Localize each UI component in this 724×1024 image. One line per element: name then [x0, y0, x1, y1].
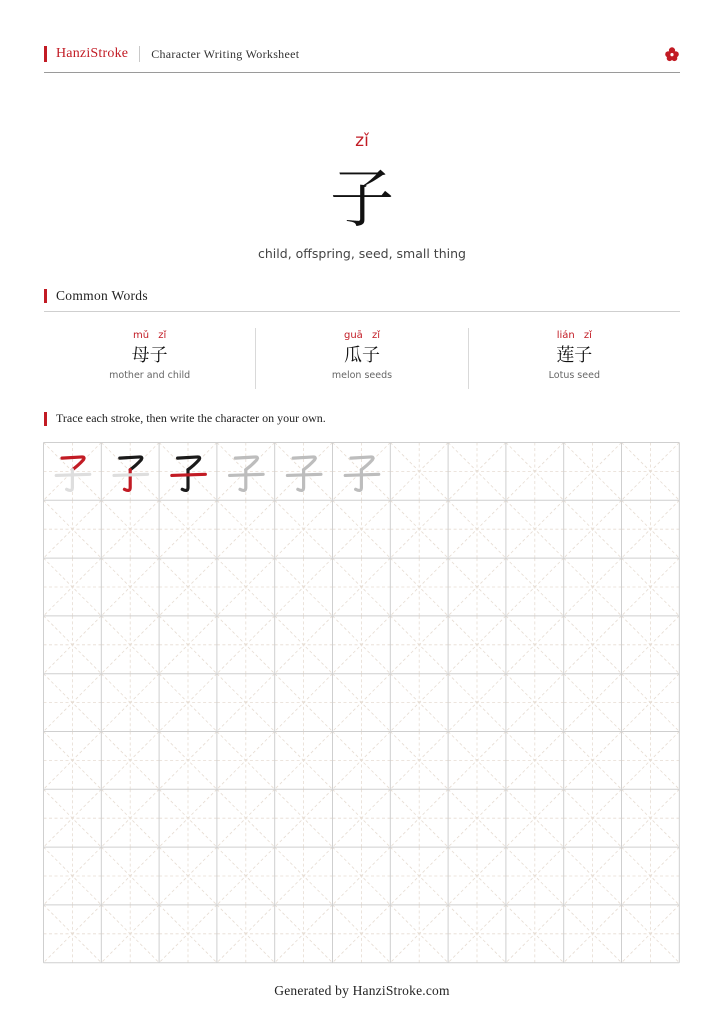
word-meaning: mother and child — [109, 370, 191, 381]
section-accent-bar — [44, 289, 47, 303]
trace-character — [345, 457, 379, 490]
brand-name[interactable]: HanziStroke — [56, 46, 129, 61]
common-words-title: Common Words — [56, 288, 148, 303]
word-pinyin: guā zǐ — [343, 330, 380, 341]
practice-heading — [44, 411, 326, 426]
page-header — [44, 44, 680, 64]
word-pinyin: lián zǐ — [556, 330, 592, 341]
worksheet-subtitle: Character Writing Worksheet — [151, 46, 300, 61]
word-item — [256, 328, 468, 389]
word-item — [469, 328, 680, 389]
flower-icon — [664, 46, 680, 62]
section-divider — [44, 311, 680, 312]
header-divider — [44, 72, 680, 73]
stroke-order-cell — [172, 457, 206, 490]
word-hanzi: 瓜子 — [343, 345, 380, 366]
stroke-order-cell — [56, 457, 90, 490]
trace-character — [230, 457, 264, 490]
hero-pinyin: zǐ — [355, 131, 369, 151]
footer-credit: Generated by HanziStroke.com — [274, 983, 450, 998]
header-separator — [139, 46, 140, 62]
common-words-heading — [44, 288, 148, 304]
trace-character — [287, 457, 321, 490]
word-meaning: Lotus seed — [548, 370, 600, 381]
common-words-list — [44, 328, 680, 389]
hero-character: 子 — [330, 163, 394, 237]
stroke-order-cell — [114, 457, 148, 490]
header-accent-bar — [44, 46, 47, 62]
hero-meaning: child, offspring, seed, small thing — [258, 246, 466, 261]
practice-instruction: Trace each stroke, then write the character on your own. — [56, 411, 326, 425]
grid-guides — [44, 443, 680, 963]
word-meaning: melon seeds — [331, 370, 393, 381]
practice-grid[interactable] — [43, 442, 680, 964]
word-hanzi: 莲子 — [556, 345, 593, 366]
section-accent-bar — [44, 412, 47, 426]
word-pinyin: mǔ zǐ — [133, 330, 167, 341]
word-item — [44, 328, 256, 389]
word-hanzi: 母子 — [131, 345, 168, 366]
